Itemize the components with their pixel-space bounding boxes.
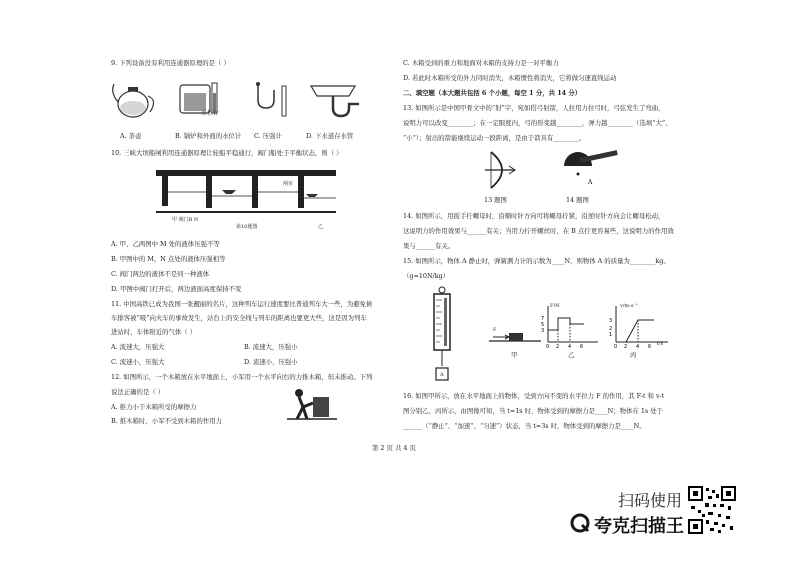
q12-line-1: 12. 如图所示，一个木箱放在水平地面上，小军用一个水平向右的力推木箱，但未推动。下列 bbox=[111, 373, 373, 381]
q10-yi-label: 乙 bbox=[318, 224, 324, 230]
svg-text:6: 6 bbox=[648, 344, 652, 350]
f-t-graph bbox=[540, 304, 600, 350]
svg-text:7: 7 bbox=[541, 316, 545, 322]
q10-option-d: D. 甲图中阀门打开后，两边液面高度保持不变 bbox=[111, 285, 242, 293]
q14-line-3: 果与______有关。 bbox=[403, 242, 455, 250]
svg-text:5: 5 bbox=[541, 322, 545, 328]
scanner-brand-name: 夸克扫描王 bbox=[594, 516, 684, 537]
qr-code-icon[interactable] bbox=[688, 486, 736, 534]
fig13-caption: 13 题图 bbox=[484, 196, 507, 204]
scanner-logo-icon bbox=[570, 513, 590, 533]
svg-text:4: 4 bbox=[568, 344, 572, 350]
q10-option-c: C. 阀门两边的液体不是同一种液体 bbox=[111, 270, 210, 278]
scan-to-use-label: 扫码使用 bbox=[618, 491, 683, 510]
q9-option-d: D. 下水道存水管 bbox=[306, 132, 354, 140]
q11-line-2: 车排客被“吸”向火车的事故发生，站台上的安全线与列车的距离也要更大些，这是因为列车 bbox=[111, 314, 367, 322]
q11-line-1: 11. 中国高铁已成为我国一张靓丽的名片，这种列车运行速度要比普通列车大一些，为避免候 bbox=[111, 300, 373, 308]
force-f-label: F bbox=[493, 327, 497, 333]
svg-text:1: 1 bbox=[609, 332, 613, 338]
q16-line-1: 16. 如图甲所示，放在水平地面上的物体，受到方向不变的水平拉力 F 的作用，其 F-t 和 v-t bbox=[403, 392, 665, 400]
t-axis-label: t/s bbox=[657, 341, 664, 347]
q14-line-1: 14. 如图所示，用扳手拧螺母时，沿顺时针方向可将螺母拧紧，沿逆时针方向会让螺母松动， bbox=[403, 212, 665, 220]
wrench-figure bbox=[560, 150, 620, 190]
q11-option-a: A. 流速大，压强大 bbox=[111, 343, 165, 351]
svg-text:3: 3 bbox=[541, 328, 545, 334]
bow-glyph-figure bbox=[483, 150, 517, 190]
f-axis-label: F/N bbox=[550, 303, 560, 309]
q13-line-2: 说明力可以改变________；在一定限度内，弓的形变越________，弹力越________（选填“大”、 bbox=[403, 119, 672, 127]
push-box-figure bbox=[287, 385, 337, 423]
q13-line-3: “小”）；射出的箭能继续运动一段距离，是由于箭具有________。 bbox=[403, 134, 586, 142]
svg-text:0: 0 bbox=[614, 344, 618, 350]
q12-option-d: D. 若此时木箱所受的外力同时消失，木箱惯性将消失，它将做匀速直线运动 bbox=[403, 74, 617, 82]
block-a-label: A bbox=[440, 372, 444, 378]
q11-option-d: D. 流速小，压强小 bbox=[244, 358, 298, 366]
ship-lock-figure bbox=[156, 166, 336, 222]
pressure-gauge-figure bbox=[248, 80, 292, 120]
q12-option-b: B. 推木箱时，小军不受到木箱的作用力 bbox=[111, 417, 223, 425]
q10-fig-number: 第10题图 bbox=[236, 224, 258, 230]
q16-line-3: ______（“静止”、“加速”、“匀速”）状态，当 t=3s 时，物体受到的摩擦力是____N。 bbox=[403, 422, 646, 430]
q9-option-c: C. 压强计 bbox=[254, 132, 282, 140]
drain-pipe-figure bbox=[309, 80, 361, 120]
q9-option-b: B. 锅炉和外面的水位计 bbox=[175, 132, 242, 140]
q10-lower-label: 甲 阀门B N bbox=[172, 217, 199, 223]
teapot-figure bbox=[110, 78, 160, 120]
svg-text:2: 2 bbox=[609, 326, 613, 332]
page-number: 第 2 页 共 4 页 bbox=[372, 444, 416, 452]
svg-text:0: 0 bbox=[546, 344, 550, 350]
q10-option-b: B. 甲图中的 M、N 点处的液体压强相等 bbox=[111, 255, 226, 263]
q10-option-a: A. 甲、乙两图中 M 处的液体压强不等 bbox=[111, 240, 220, 248]
svg-text:4: 4 bbox=[636, 344, 640, 350]
q12-option-c: C. 木箱受到的重力和地面对木箱的支持力是一对平衡力 bbox=[403, 59, 559, 67]
q15-line-1: 15. 如图所示，物体 A 静止时，弹簧测力计的示数为____N，则物体 A 的质量为________kg。 bbox=[403, 257, 670, 265]
q10-gate-label: 闸室 bbox=[283, 181, 294, 187]
q11-option-b: B. 流速大，压强小 bbox=[244, 343, 298, 351]
q11-line-3: 进站时，车体附近的气体（ ） bbox=[111, 328, 197, 336]
q12-line-2: 说法正确的是（ ） bbox=[111, 388, 165, 396]
svg-text:6: 6 bbox=[580, 344, 584, 350]
q16-line-2: 图分别乙、丙所示，由图像可知，当 t=1s 时，物体受到的摩擦力是____N；物体在 1s 处于 bbox=[403, 407, 664, 415]
fig-bing-caption: 丙 bbox=[630, 351, 637, 359]
q12-option-a: A. 推力小于木箱所受的摩擦力 bbox=[111, 403, 197, 411]
fig-yi-caption: 乙 bbox=[568, 351, 575, 359]
svg-text:3: 3 bbox=[609, 318, 613, 324]
q14-line-2: 这说明力的作用效果与______有关；当用力拧开螺丝时，在 B 点拧更容易些，这说明力的作用效 bbox=[403, 227, 674, 235]
svg-text:A: A bbox=[588, 179, 593, 186]
fig14-caption: 14 题图 bbox=[566, 196, 589, 204]
q13-line-1: 13. 如图所示是中国甲骨文中的“射”字，宛如搭弓射箭，人拉用力拉弓时，弓弦发生了弯曲， bbox=[403, 104, 665, 112]
q9-option-a: A. 茶壶 bbox=[120, 132, 142, 140]
v-axis-label: v/m·s⁻¹ bbox=[620, 303, 639, 309]
q15-line-2: （g=10N/kg） bbox=[403, 272, 450, 280]
q9-stem: 9. 下列设备没有利用连通器原理的是（ ） bbox=[111, 59, 230, 67]
q10-stem: 10. 三峡大坝船闸利用连通器原理让轮船平稳通行，阀门船处于平衡状态，则（ ） bbox=[111, 149, 343, 157]
water-gauge-label: 水位计 bbox=[201, 110, 220, 117]
spring-scale-figure bbox=[430, 286, 454, 384]
fig-jia-caption: 甲 bbox=[511, 351, 518, 359]
q11-option-c: C. 流速小，压强大 bbox=[111, 358, 165, 366]
svg-text:2: 2 bbox=[556, 344, 560, 350]
svg-text:2: 2 bbox=[624, 344, 628, 350]
section-fill-in-heading: 二、填空题（本大题共包括 6 个小题，每空 1 分，共 14 分） bbox=[403, 89, 582, 97]
